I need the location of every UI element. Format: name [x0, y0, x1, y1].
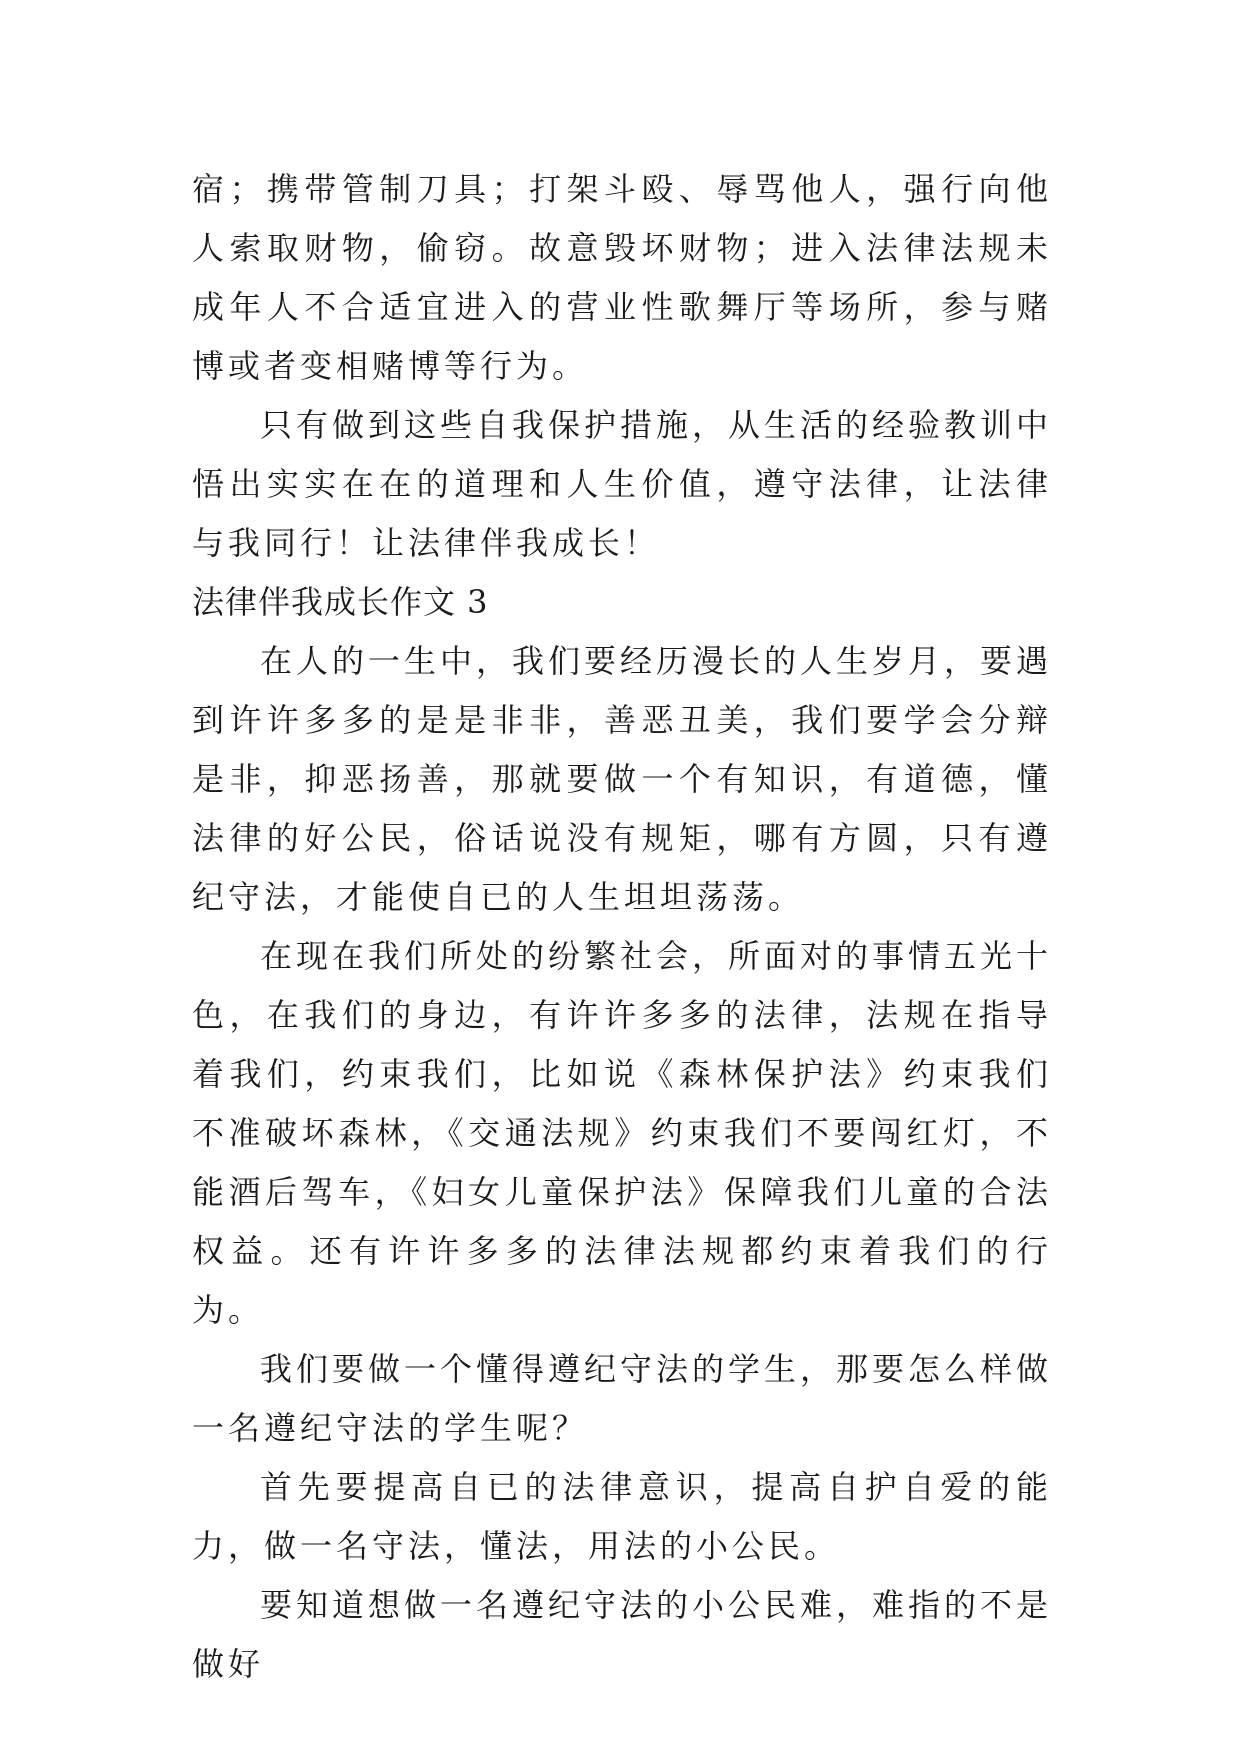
paragraph-conclusion: 只有做到这些自我保护措施，从生活的经验教训中悟出实实在在的道理和人生价值，遵守法律，让法律与我同行！让法律伴我成长！ — [192, 406, 1053, 562]
section-paragraph: 我们要做一个懂得遵纪守法的学生，那要怎么样做一名遵纪守法的学生呢？ — [192, 1350, 1053, 1447]
section-paragraph: 要知道想做一名遵纪守法的小公民难，难指的不是做好 — [192, 1586, 1053, 1683]
section-paragraph: 首先要提高自已的法律意识，提高自护自爱的能力，做一名守法，懂法，用法的小公民。 — [192, 1468, 1052, 1565]
document-page — [192, 160, 1052, 1694]
section-paragraph: 在人的一生中，我们要经历漫长的人生岁月，要遇到许许多多的是是非非，善恶丑美，我们要学会分辩是非，抑恶扬善，那就要做一个有知识，有道德，懂法律的好公民，俗话说没有规矩，哪有方圆，只有遵纪守法，才能使自已的人生坦坦荡荡。 — [192, 642, 1053, 916]
section-title: 法律伴我成长作文 3 — [192, 583, 489, 621]
paragraph-continued: 宿；携带管制刀具；打架斗殴、辱骂他人，强行向他人索取财物，偷窃。故意毁坏财物；进入法律法规未成年人不合适宜进入的营业性歌舞厅等场所，参与赌博或者变相赌博等行为。 — [192, 170, 1052, 385]
section-paragraph: 在现在我们所处的纷繁社会，所面对的事情五光十色，在我们的身边，有许许多多的法律，法规在指导着我们，约束我们，比如说《森林保护法》约束我们不准破坏森林，《交通法规》约束我们不要闯红灯，不能酒后驾车，《妇女儿童保护法》保障我们儿童的合法权益。还有许许多多的法律法规都约束着我们的行为。 — [192, 937, 1053, 1329]
